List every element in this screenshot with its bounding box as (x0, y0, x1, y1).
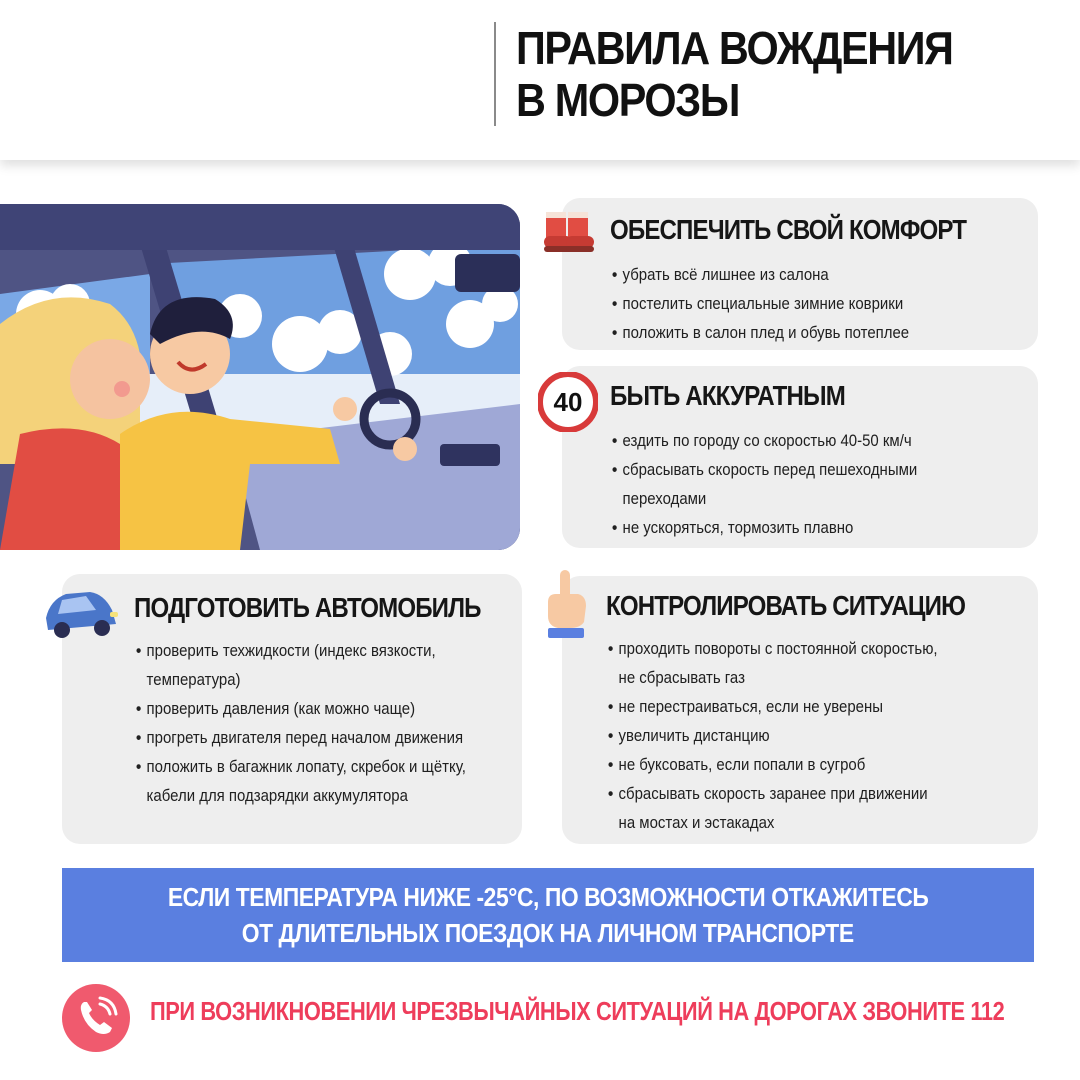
list-item: • сбрасывать скорость заранее при движении (608, 779, 938, 808)
control-title: КОНТРОЛИРОВАТЬ СИТУАЦИЮ (606, 590, 966, 621)
banner-line2: ОТ ДЛИТЕЛЬНЫХ ПОЕЗДОК НА ЛИЧНОМ ТРАНСПОРТЕ (242, 918, 854, 948)
list-item: • увеличить дистанцию (608, 721, 938, 750)
list-item: температура) (146, 670, 241, 689)
list-item: • прогреть двигателя перед началом движения (136, 723, 466, 752)
list-item: кабели для подзарядки аккумулятора (146, 786, 408, 805)
emergency-call-notice: ПРИ ВОЗНИКНОВЕНИИ ЧРЕЗВЫЧАЙНЫХ СИТУАЦИЙ НА ДОРОГАХ ЗВОНИТЕ 112 (150, 996, 1005, 1026)
phone-call-icon (60, 982, 132, 1054)
list-item: • убрать всё лишнее из салона (612, 260, 909, 289)
list-item: • проходить повороты с постоянной скоростью, (608, 634, 938, 663)
banner-line1: ЕСЛИ ТЕМПЕРАТУРА НИЖЕ -25°С, ПО ВОЗМОЖНОСТИ ОТКАЖИТЕСЬ (167, 882, 929, 912)
page-title (516, 22, 1002, 126)
prepare-title: ПОДГОТОВИТЬ АВТОМОБИЛЬ (134, 592, 481, 623)
car-icon (40, 584, 122, 642)
header-divider (494, 22, 496, 126)
prepare-list (136, 636, 511, 810)
list-item: • положить в багажник лопату, скребок и щётку, (136, 752, 466, 781)
list-item: переходами (622, 489, 707, 508)
comfort-title: ОБЕСПЕЧИТЬ СВОЙ КОМФОРТ (610, 214, 967, 245)
control-list (608, 634, 983, 837)
list-item: • сбрасывать скорость перед пешеходными (612, 455, 917, 484)
list-item: не сбрасывать газ (618, 668, 745, 687)
winter-boots-icon (538, 206, 598, 264)
list-item: • ездить по городу со скоростью 40-50 км/ч (612, 426, 917, 455)
temperature-warning-banner (62, 868, 1034, 962)
list-item: на мостах и эстакадах (618, 813, 775, 832)
list-item: • постелить специальные зимние коврики (612, 289, 909, 318)
list-item: • положить в салон плед и обувь потеплее (612, 318, 909, 347)
speed-limit-sign-icon (538, 372, 598, 432)
list-item: • не перестраиваться, если не уверены (608, 692, 938, 721)
header (0, 0, 1080, 160)
driving-couple-illustration (0, 204, 520, 550)
raised-finger-icon (540, 566, 590, 640)
list-item: • проверить техжидкости (индекс вязкости, (136, 636, 466, 665)
careful-list (612, 426, 959, 542)
page-title-line1: ПРАВИЛА ВОЖДЕНИЯ (516, 22, 953, 74)
page-title-line2: В МОРОЗЫ (516, 74, 740, 126)
list-item: • не буксовать, если попали в сугроб (608, 750, 938, 779)
illustration-svg (0, 204, 520, 550)
list-item: • проверить давления (как можно чаще) (136, 694, 466, 723)
list-item: • не ускоряться, тормозить плавно (612, 513, 917, 542)
careful-title: БЫТЬ АККУРАТНЫМ (610, 380, 845, 411)
comfort-list (612, 260, 950, 347)
speed-limit-value: 40 (553, 387, 583, 417)
